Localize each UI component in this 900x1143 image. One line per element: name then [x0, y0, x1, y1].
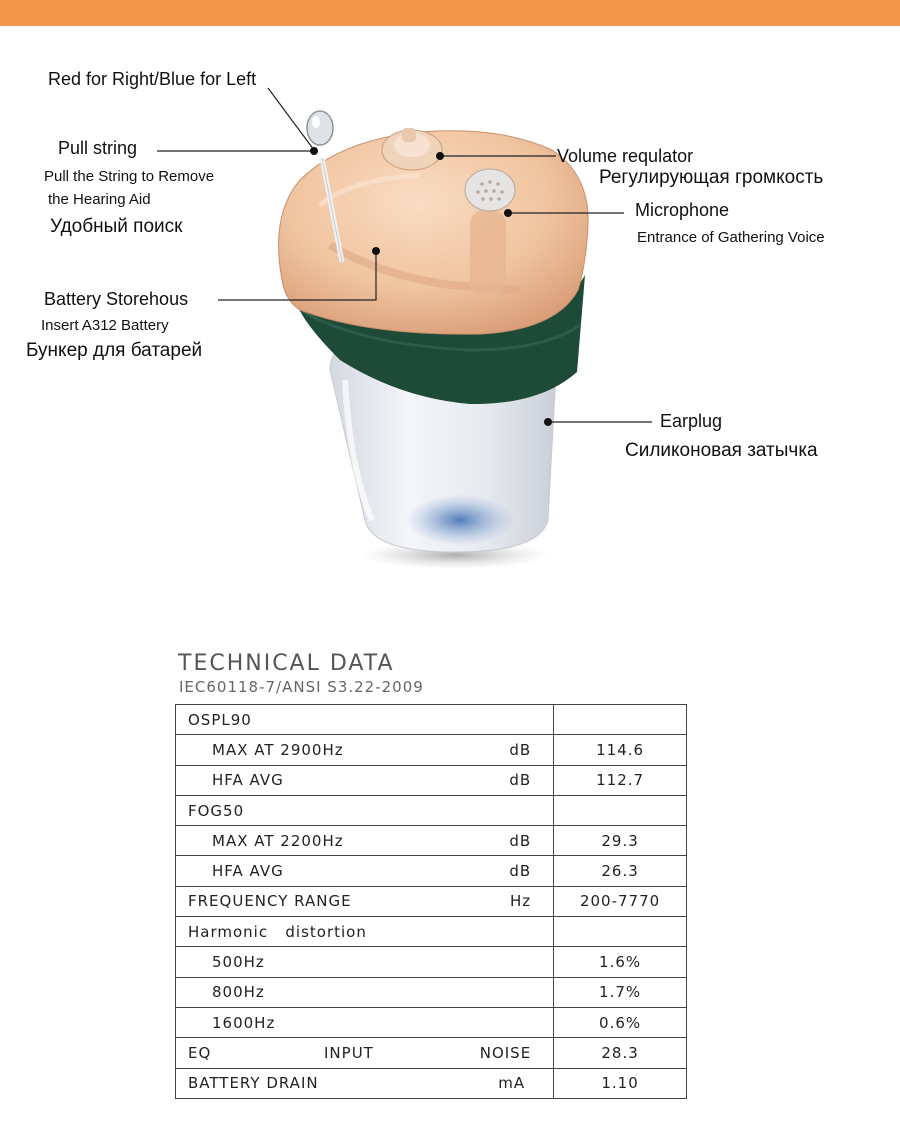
table-row [176, 795, 687, 825]
label-microphone: Microphone [635, 200, 730, 220]
table-row [176, 826, 687, 856]
table-row [176, 765, 687, 795]
label-battery: Battery Storehous [44, 289, 189, 309]
row-unit: mA [498, 1074, 526, 1093]
row-name: 1600Hz [212, 1013, 276, 1032]
row-unit: NOISE [479, 1043, 532, 1062]
label-earplug-ru: Силиконовая затычка [625, 440, 818, 461]
table-row [176, 886, 687, 916]
spec-table [175, 704, 687, 1099]
label-battery-desc: Insert A312 Battery [41, 317, 169, 334]
row-value: 200-7770 [554, 886, 687, 916]
row-name: MAX AT 2900Hz [212, 740, 344, 759]
row-name: OSPL90 [188, 710, 252, 729]
product-figure [0, 26, 900, 626]
tech-title: TECHNICAL DATA [178, 651, 395, 676]
callout-dot-battery [372, 247, 380, 255]
label-battery-ru: Бункер для батарей [26, 340, 203, 361]
row-value [554, 705, 687, 735]
row-value [554, 917, 687, 947]
callout-dot-earplug [544, 418, 552, 426]
table-row [176, 856, 687, 886]
microphone-grille [465, 169, 515, 211]
row-name: HFA AVG [212, 771, 284, 790]
label-pull-desc-2: the Hearing Aid [48, 191, 151, 208]
label-volume: Volume requlator [557, 146, 694, 166]
pull-string-bead [307, 111, 333, 145]
label-volume-ru: Регулирующая громкость [599, 167, 824, 188]
label-pull-string: Pull string [58, 138, 138, 158]
table-row [176, 735, 687, 765]
row-unit: Hz [510, 892, 532, 911]
row-value: 1.7% [554, 977, 687, 1007]
table-row [176, 705, 687, 735]
row-unit: dB [509, 771, 532, 790]
row-name: MAX AT 2200Hz [212, 831, 344, 850]
row-name: HFA AVG [212, 862, 284, 881]
row-value: 112.7 [554, 765, 687, 795]
earplug-blue-core [405, 494, 515, 546]
row-name: 500Hz [212, 953, 265, 972]
row-unit: dB [509, 740, 532, 759]
row-name: FREQUENCY RANGE [188, 892, 352, 911]
table-row [176, 947, 687, 977]
table-row [176, 1007, 687, 1037]
row-name: Harmonic distortion [188, 922, 367, 941]
row-value: 0.6% [554, 1007, 687, 1037]
row-value: 28.3 [554, 1038, 687, 1068]
label-pull-desc-1: Pull the String to Remove [44, 168, 215, 185]
row-value: 1.10 [554, 1068, 687, 1098]
row-name: EQ [188, 1043, 212, 1062]
row-value: 26.3 [554, 856, 687, 886]
table-row [176, 917, 687, 947]
callout-dot-microphone [504, 209, 512, 217]
callout-dot-pull [310, 147, 318, 155]
table-row [176, 1038, 687, 1068]
label-pull-ru: Удобный поиск [50, 216, 183, 237]
top-accent-bar [0, 0, 900, 26]
label-earplug: Earplug [660, 411, 723, 431]
row-value: 114.6 [554, 735, 687, 765]
row-unit: dB [509, 831, 532, 850]
label-microphone-desc: Entrance of Gathering Voice [637, 229, 825, 246]
callout-dot-volume [436, 152, 444, 160]
row-unit: dB [509, 862, 532, 881]
row-value: 1.6% [554, 947, 687, 977]
tech-subtitle: IEC60118-7/ANSI S3.22-2009 [179, 678, 424, 696]
row-name: BATTERY DRAIN [188, 1074, 319, 1093]
row-name: 800Hz [212, 983, 265, 1002]
label-red-blue: Red for Right/Blue for Left [48, 69, 257, 89]
table-row [176, 977, 687, 1007]
row-name: FOG50 [188, 801, 245, 820]
row-mid: INPUT [324, 1043, 374, 1062]
table-row [176, 1068, 687, 1098]
row-value: 29.3 [554, 826, 687, 856]
row-value [554, 795, 687, 825]
